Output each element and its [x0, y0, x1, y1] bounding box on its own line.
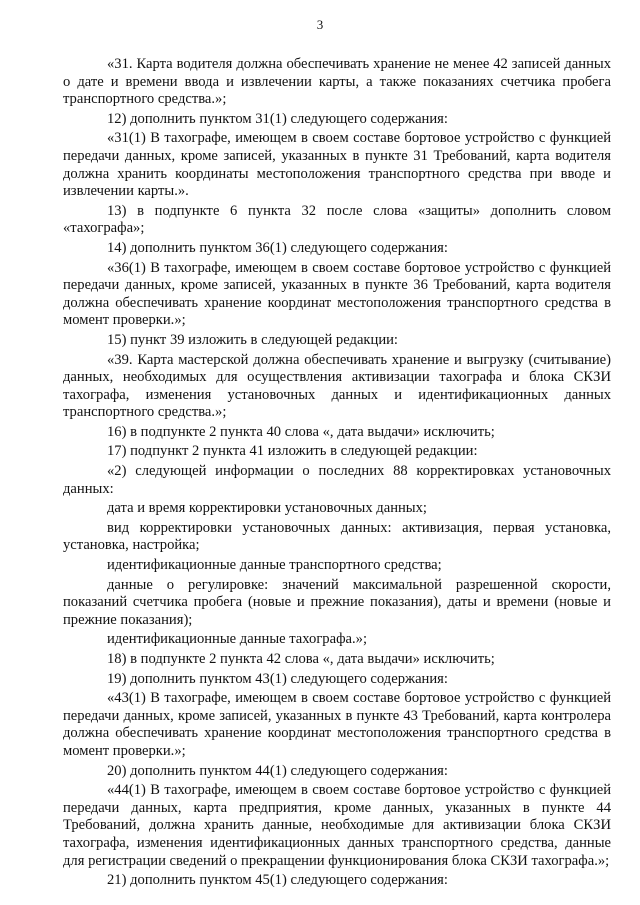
paragraph-item-39-text: «39. Карта мастерской должна обеспечивать хранение и выгрузку (считывание) данных, необходимых для осуществления активизации тахографа и блока СКЗИ тахографа, изменения установочных данных и идентификационных данных транспортного средства.»;: [63, 351, 611, 421]
paragraph-item-43-1-text: «43(1) В тахографе, имеющем в своем составе бортовое устройство с функцией передачи данных, кроме записей, указанных в пункте 43 Требований, карта контролера должна обеспечивать хранение координат местоположения транспортного средства в момент проверки.»;: [63, 690, 611, 759]
paragraph-subitem-2-tachograph-id: идентификационные данные тахографа.»;: [107, 631, 368, 648]
page-number: 3: [316, 17, 324, 32]
paragraph-item-36-1-text: «36(1) В тахографе, имеющем в своем составе бортовое устройство с функцией передачи данных, кроме записей, указанных в пункте 36 Требований, карта водителя должна обеспечивать хранение координат местоположения транспортного средства в момент проверки.»;: [63, 259, 611, 329]
paragraph-amend-13: 13) в подпункте 6 пункта 32 после слова «защиты» дополнить словом «тахографа»;: [63, 202, 611, 237]
paragraph-subitem-2-vehicle-id: идентификационные данные транспортного средства;: [107, 557, 442, 574]
paragraph-amend-19: 19) дополнить пунктом 43(1) следующего содержания:: [107, 670, 448, 687]
paragraph-amend-18: 18) в подпункте 2 пункта 42 слова «, дата выдачи» исключить;: [107, 651, 495, 667]
paragraph-amend-16: 16) в подпункте 2 пункта 40 слова «, дата выдачи» исключить;: [107, 423, 495, 440]
paragraph-subitem-2-date: дата и время корректировки установочных данных;: [107, 500, 427, 517]
document-body: [63, 56, 611, 890]
paragraph-item-31-text: «31. Карта водителя должна обеспечивать хранение не менее 42 записей данных о дате и времени ввода и извлечении карты, а также показаниях счетчика пробега транспортного средства.»;: [63, 56, 611, 108]
paragraph-amend-17: 17) подпункт 2 пункта 41 изложить в следующей редакции:: [107, 443, 478, 460]
paragraph-amend-20: 20) дополнить пунктом 44(1) следующего содержания:: [107, 762, 448, 779]
paragraph-amend-15: 15) пункт 39 изложить в следующей редакции:: [107, 331, 398, 348]
paragraph-item-44-1-text: «44(1) В тахографе, имеющем в своем составе бортовое устройство с функцией передачи данных, карта предприятия, кроме данных, указанных в пункте 44 Требований, должна хранить данные, необходимые для активизации блока СКЗИ тахографа, изменения идентификационных данных транспортного средства, данные для регистрации сведений о прекращении функционирования блока СКЗИ тахографа.»;: [63, 782, 611, 869]
paragraph-subitem-2-type: вид корректировки установочных данных: активизация, первая установка, установка, настройка;: [63, 519, 611, 554]
paragraph-subitem-2-regulation: данные о регулировке: значений максимальной разрешенной скорости, показаний счетчика пробега (новые и прежние показания), даты и времени (новые и прежние показания);: [63, 576, 611, 628]
paragraph-subitem-2-intro: «2) следующей информации о последних 88 корректировках установочных данных:: [63, 463, 611, 497]
paragraph-amend-21: 21) дополнить пунктом 45(1) следующего содержания:: [107, 872, 448, 889]
paragraph-amend-12: 12) дополнить пунктом 31(1) следующего содержания:: [107, 110, 448, 127]
paragraph-item-31-1-text: «31(1) В тахографе, имеющем в своем составе бортовое устройство с функцией передачи данных, кроме записей, указанных в пункте 31 Требований, карта водителя должна хранить координаты местоположения транспортного средства при вводе и извлечении карты.».: [63, 130, 611, 200]
paragraph-amend-14: 14) дополнить пунктом 36(1) следующего содержания:: [107, 239, 448, 256]
